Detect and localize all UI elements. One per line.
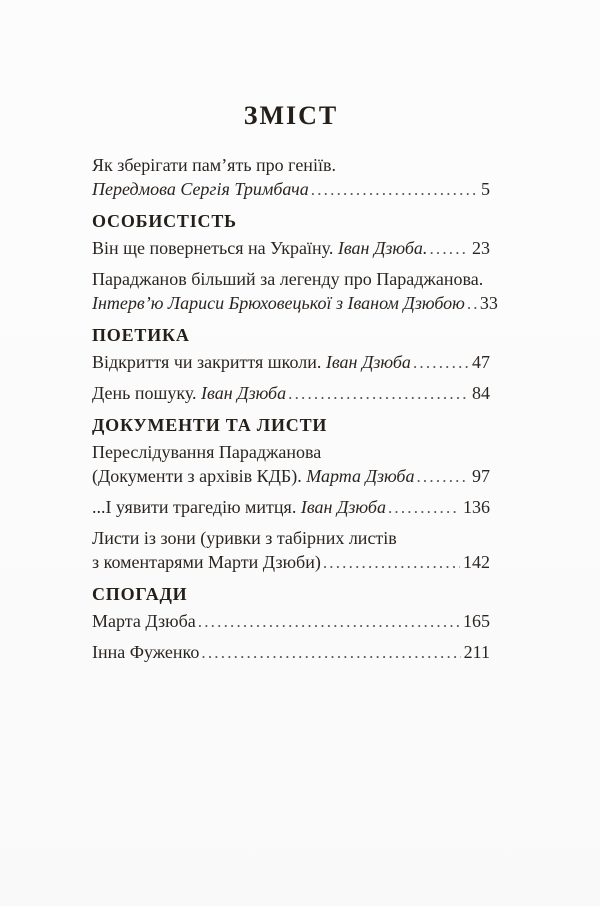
page-number: 165 xyxy=(463,611,490,631)
entry-text xyxy=(92,267,483,291)
toc-entry[interactable] xyxy=(92,495,490,520)
entry-title: Він ще повернеться на Україну. xyxy=(92,238,338,258)
page-number: 84 xyxy=(472,383,490,403)
toc-entry-line xyxy=(92,495,490,520)
dot-leader xyxy=(198,609,460,634)
toc-entry[interactable] xyxy=(92,236,490,261)
entry-title: Переслідування Параджанова xyxy=(92,442,322,462)
dot-leader xyxy=(311,177,478,202)
page-number: 136 xyxy=(463,497,490,517)
entry-text xyxy=(92,236,427,260)
toc-entry-line xyxy=(92,177,490,202)
page-number: 211 xyxy=(463,642,490,662)
section-heading: СПОГАДИ xyxy=(92,584,188,604)
entry-title: ...І уявити трагедію митця. xyxy=(92,497,301,517)
entry-text xyxy=(92,177,309,201)
page-number: 97 xyxy=(472,466,490,486)
dot-leader xyxy=(467,291,477,316)
entry-author: Іван Дзюба xyxy=(325,352,411,372)
page-number: 5 xyxy=(481,179,490,199)
entry-text xyxy=(92,640,199,664)
toc-entry-line xyxy=(92,526,490,550)
entry-title: День пошуку. xyxy=(92,383,202,403)
toc-entry[interactable] xyxy=(92,640,490,665)
toc-entry[interactable] xyxy=(92,267,498,316)
entry-author: Іван Дзюба xyxy=(300,497,386,517)
toc-entry[interactable] xyxy=(92,153,490,202)
toc-entry-line xyxy=(92,381,490,406)
toc-entry-line xyxy=(92,291,498,316)
entry-text xyxy=(92,291,465,315)
entry-text xyxy=(92,350,411,374)
toc-entry-line xyxy=(92,153,490,177)
dot-leader xyxy=(388,495,460,520)
toc-section xyxy=(92,322,490,406)
toc-entry[interactable] xyxy=(92,526,490,575)
dot-leader xyxy=(416,464,469,489)
entry-author: Іван Дзюба. xyxy=(337,238,428,258)
entry-text xyxy=(92,609,196,633)
dot-leader xyxy=(201,640,460,665)
toc-entry-line xyxy=(92,550,490,575)
toc-entry-line xyxy=(92,267,490,291)
toc-section xyxy=(92,412,490,575)
toc-entry[interactable] xyxy=(92,609,490,634)
entry-text xyxy=(92,526,397,550)
page-number: 47 xyxy=(472,352,490,372)
page-number: 23 xyxy=(472,238,490,258)
toc-entry[interactable] xyxy=(92,381,490,406)
page-number: 142 xyxy=(463,552,490,572)
entry-subtitle: Передмова Сергія Тримбача xyxy=(92,179,309,199)
entry-text xyxy=(92,381,286,405)
toc-entry-line xyxy=(92,464,490,489)
entry-text xyxy=(92,153,336,177)
entry-title: Листи із зони (уривки з табірних листів xyxy=(92,528,397,548)
toc-entry-line xyxy=(92,350,490,375)
toc-entry-line xyxy=(92,609,490,634)
dot-leader xyxy=(288,381,469,406)
entry-subtitle: Інтерв’ю Лариси Брюховецької з Іваном Дзюбою xyxy=(92,293,465,313)
entry-title: Марта Дзюба xyxy=(92,611,196,631)
entry-text xyxy=(92,464,414,488)
entry-title: Як зберігати пам’ять про геніїв. xyxy=(92,155,336,175)
dot-leader xyxy=(429,236,469,261)
toc-entry[interactable] xyxy=(92,440,490,489)
toc-section xyxy=(92,581,490,665)
entry-title: (Документи з архівів КДБ). xyxy=(92,466,307,486)
entry-title: Параджанов більший за легенду про Параджанова. xyxy=(92,269,484,289)
toc-section xyxy=(92,208,498,316)
toc-entry-line xyxy=(92,440,490,464)
table-of-contents xyxy=(92,99,498,671)
toc-section xyxy=(92,153,490,202)
entry-text xyxy=(92,550,321,574)
toc-entry-line xyxy=(92,640,490,665)
toc-entry[interactable] xyxy=(92,350,490,375)
toc-entry-line xyxy=(92,236,490,261)
section-heading: ОСОБИСТІСТЬ xyxy=(92,211,237,231)
entry-title: Відкриття чи закриття школи. xyxy=(92,352,326,372)
entry-author: Іван Дзюба xyxy=(201,383,287,403)
entry-text xyxy=(92,440,321,464)
page-number: 33 xyxy=(479,293,498,313)
dot-leader xyxy=(323,550,460,575)
section-heading: ПОЕТИКА xyxy=(92,325,190,345)
section-heading: ДОКУМЕНТИ ТА ЛИСТИ xyxy=(92,415,328,435)
entry-title: з коментарями Марти Дзюби) xyxy=(92,552,321,572)
entry-title: Інна Фуженко xyxy=(92,642,200,662)
entry-author: Марта Дзюба xyxy=(306,466,415,486)
entry-text xyxy=(92,495,386,519)
toc-title: ЗМІСТ xyxy=(243,101,339,130)
dot-leader xyxy=(413,350,469,375)
